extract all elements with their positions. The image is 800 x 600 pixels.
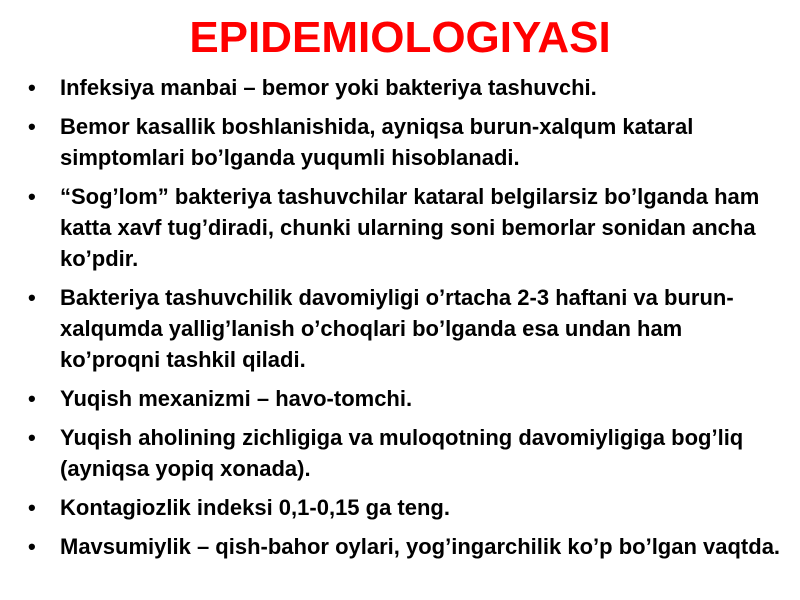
bullet-text: Yuqish mexanizmi – havo-tomchi.: [60, 386, 413, 411]
bullet-marker-icon: •: [28, 285, 36, 310]
bullet-item: [24, 72, 784, 103]
bullet-item: [24, 282, 784, 375]
bullet-text: Bemor kasallik boshlanishida, ayniqsa burun-xalqum kataral simptomlari bo’lganda yuqumli hisoblanadi.: [60, 114, 694, 170]
bullet-item: [24, 181, 784, 274]
bullet-marker-icon: •: [28, 114, 36, 139]
bullet-list: [24, 72, 784, 570]
bullet-item: [24, 531, 784, 562]
bullet-marker-icon: •: [28, 495, 36, 520]
bullet-text: “Sog’lom” bakteriya tashuvchilar kataral belgilarsiz bo’lganda ham katta xavf tug’diradi, chunki ularning soni bemorlar sonidan ancha ko’pdir.: [60, 184, 760, 271]
bullet-text: Bakteriya tashuvchilik davomiyligi o’rtacha 2-3 haftani va burun-xalqumda yallig’lanish o’choqlari bo’lganda esa undan ham ko’proqni tashkil qiladi.: [60, 285, 734, 372]
bullet-item: [24, 383, 784, 414]
bullet-marker-icon: •: [28, 534, 36, 559]
bullet-marker-icon: •: [28, 184, 36, 209]
slide-title: EPIDEMIOLOGIYASI: [189, 13, 611, 62]
bullet-text: Kontagiozlik indeksi 0,1-0,15 ga teng.: [60, 495, 450, 520]
bullet-marker-icon: •: [28, 425, 36, 450]
bullet-item: [24, 422, 784, 484]
bullet-item: [24, 111, 784, 173]
bullet-item: [24, 492, 784, 523]
bullet-text: Mavsumiylik – qish-bahor oylari, yog’ingarchilik ko’p bo’lgan vaqtda.: [60, 534, 781, 559]
bullet-marker-icon: •: [28, 75, 36, 100]
bullet-text: Yuqish aholining zichligiga va muloqotning davomiyligiga bog’liq (ayniqsa yopiq xonada).: [60, 425, 744, 481]
bullet-text: Infeksiya manbai – bemor yoki bakteriya tashuvchi.: [60, 75, 597, 100]
bullet-marker-icon: •: [28, 386, 36, 411]
